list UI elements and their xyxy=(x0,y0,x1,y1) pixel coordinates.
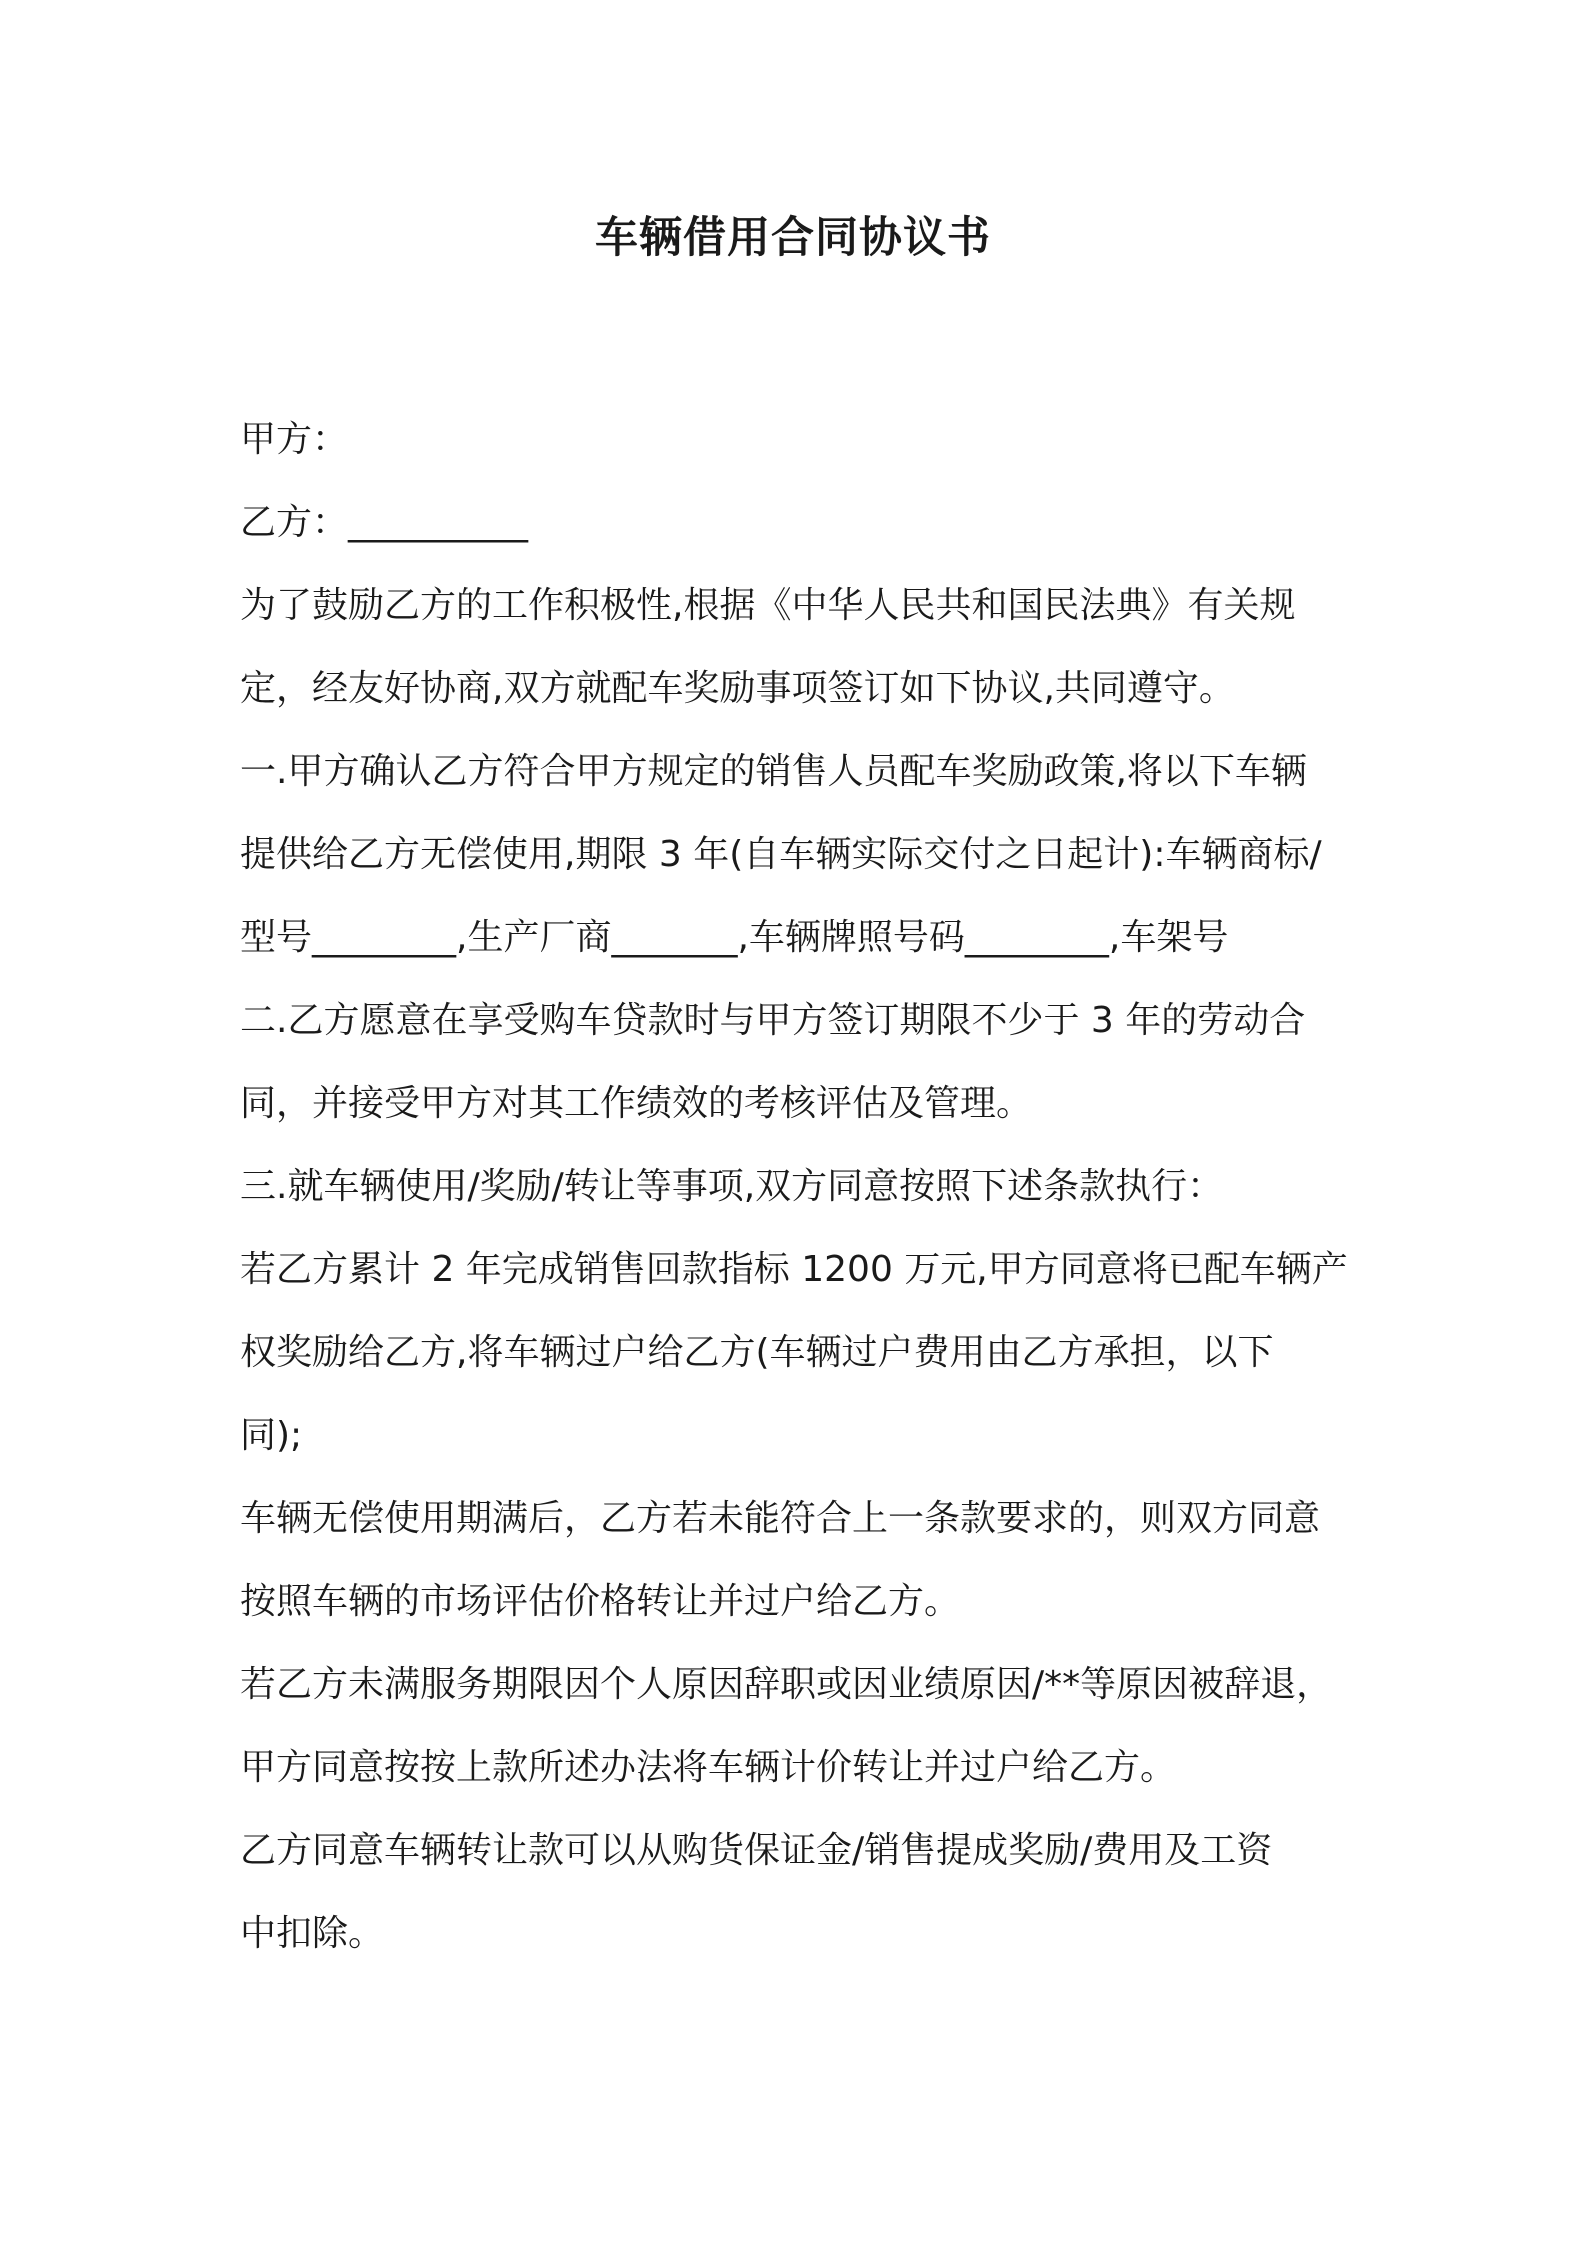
clause-3-line: 乙方同意车辆转让款可以从购货保证金/销售提成奖励/费用及工资 xyxy=(240,1830,1273,1871)
clause-1-line: 提供给乙方无偿使用,期限 3 年(自车辆实际交付之日起计):车辆商标/ xyxy=(240,834,1322,875)
paragraph-line: 为了鼓励乙方的工作积极性,根据《中华人民共和国民法典》有关规 xyxy=(240,585,1296,626)
clause-3-line: 若乙方未满服务期限因个人原因辞职或因业绩原因/**等原因被辞退， xyxy=(240,1664,1333,1705)
clause-1-line: 型号________,生产厂商_______,车辆牌照号码________,车架号 xyxy=(240,917,1229,958)
clause-1-line: 一.甲方确认乙方符合甲方规定的销售人员配车奖励政策,将以下车辆 xyxy=(240,751,1307,792)
clause-3-line: 同); xyxy=(240,1415,303,1456)
party-a-line: 甲方： xyxy=(240,419,349,460)
clause-3-line: 甲方同意按按上款所述办法将车辆计价转让并过户给乙方。 xyxy=(240,1747,1177,1788)
clause-3-line: 车辆无偿使用期满后，乙方若未能符合上一条款要求的，则双方同意 xyxy=(240,1498,1321,1539)
clause-3-line: 中扣除。 xyxy=(240,1913,385,1954)
paragraph-line: 定，经友好协商,双方就配车奖励事项签订如下协议,共同遵守。 xyxy=(240,668,1235,709)
clause-2-line: 同，并接受甲方对其工作绩效的考核评估及管理。 xyxy=(240,1083,1033,1124)
party-b-line: 乙方：__________ xyxy=(240,502,529,543)
clause-3-line: 三.就车辆使用/奖励/转让等事项,双方同意按照下述条款执行： xyxy=(240,1166,1224,1207)
clause-3-line: 权奖励给乙方,将车辆过户给乙方(车辆过户费用由乙方承担，以下 xyxy=(240,1332,1274,1373)
clause-2-line: 二.乙方愿意在享受购车贷款时与甲方签订期限不少于 3 年的劳动合 xyxy=(240,1000,1306,1041)
clause-3-line: 若乙方累计 2 年完成销售回款指标 1200 万元,甲方同意将已配车辆产 xyxy=(240,1249,1348,1290)
clause-3-line: 按照车辆的市场评估价格转让并过户给乙方。 xyxy=(240,1581,961,1622)
document-title: 车辆借用合同协议书 xyxy=(595,213,991,263)
